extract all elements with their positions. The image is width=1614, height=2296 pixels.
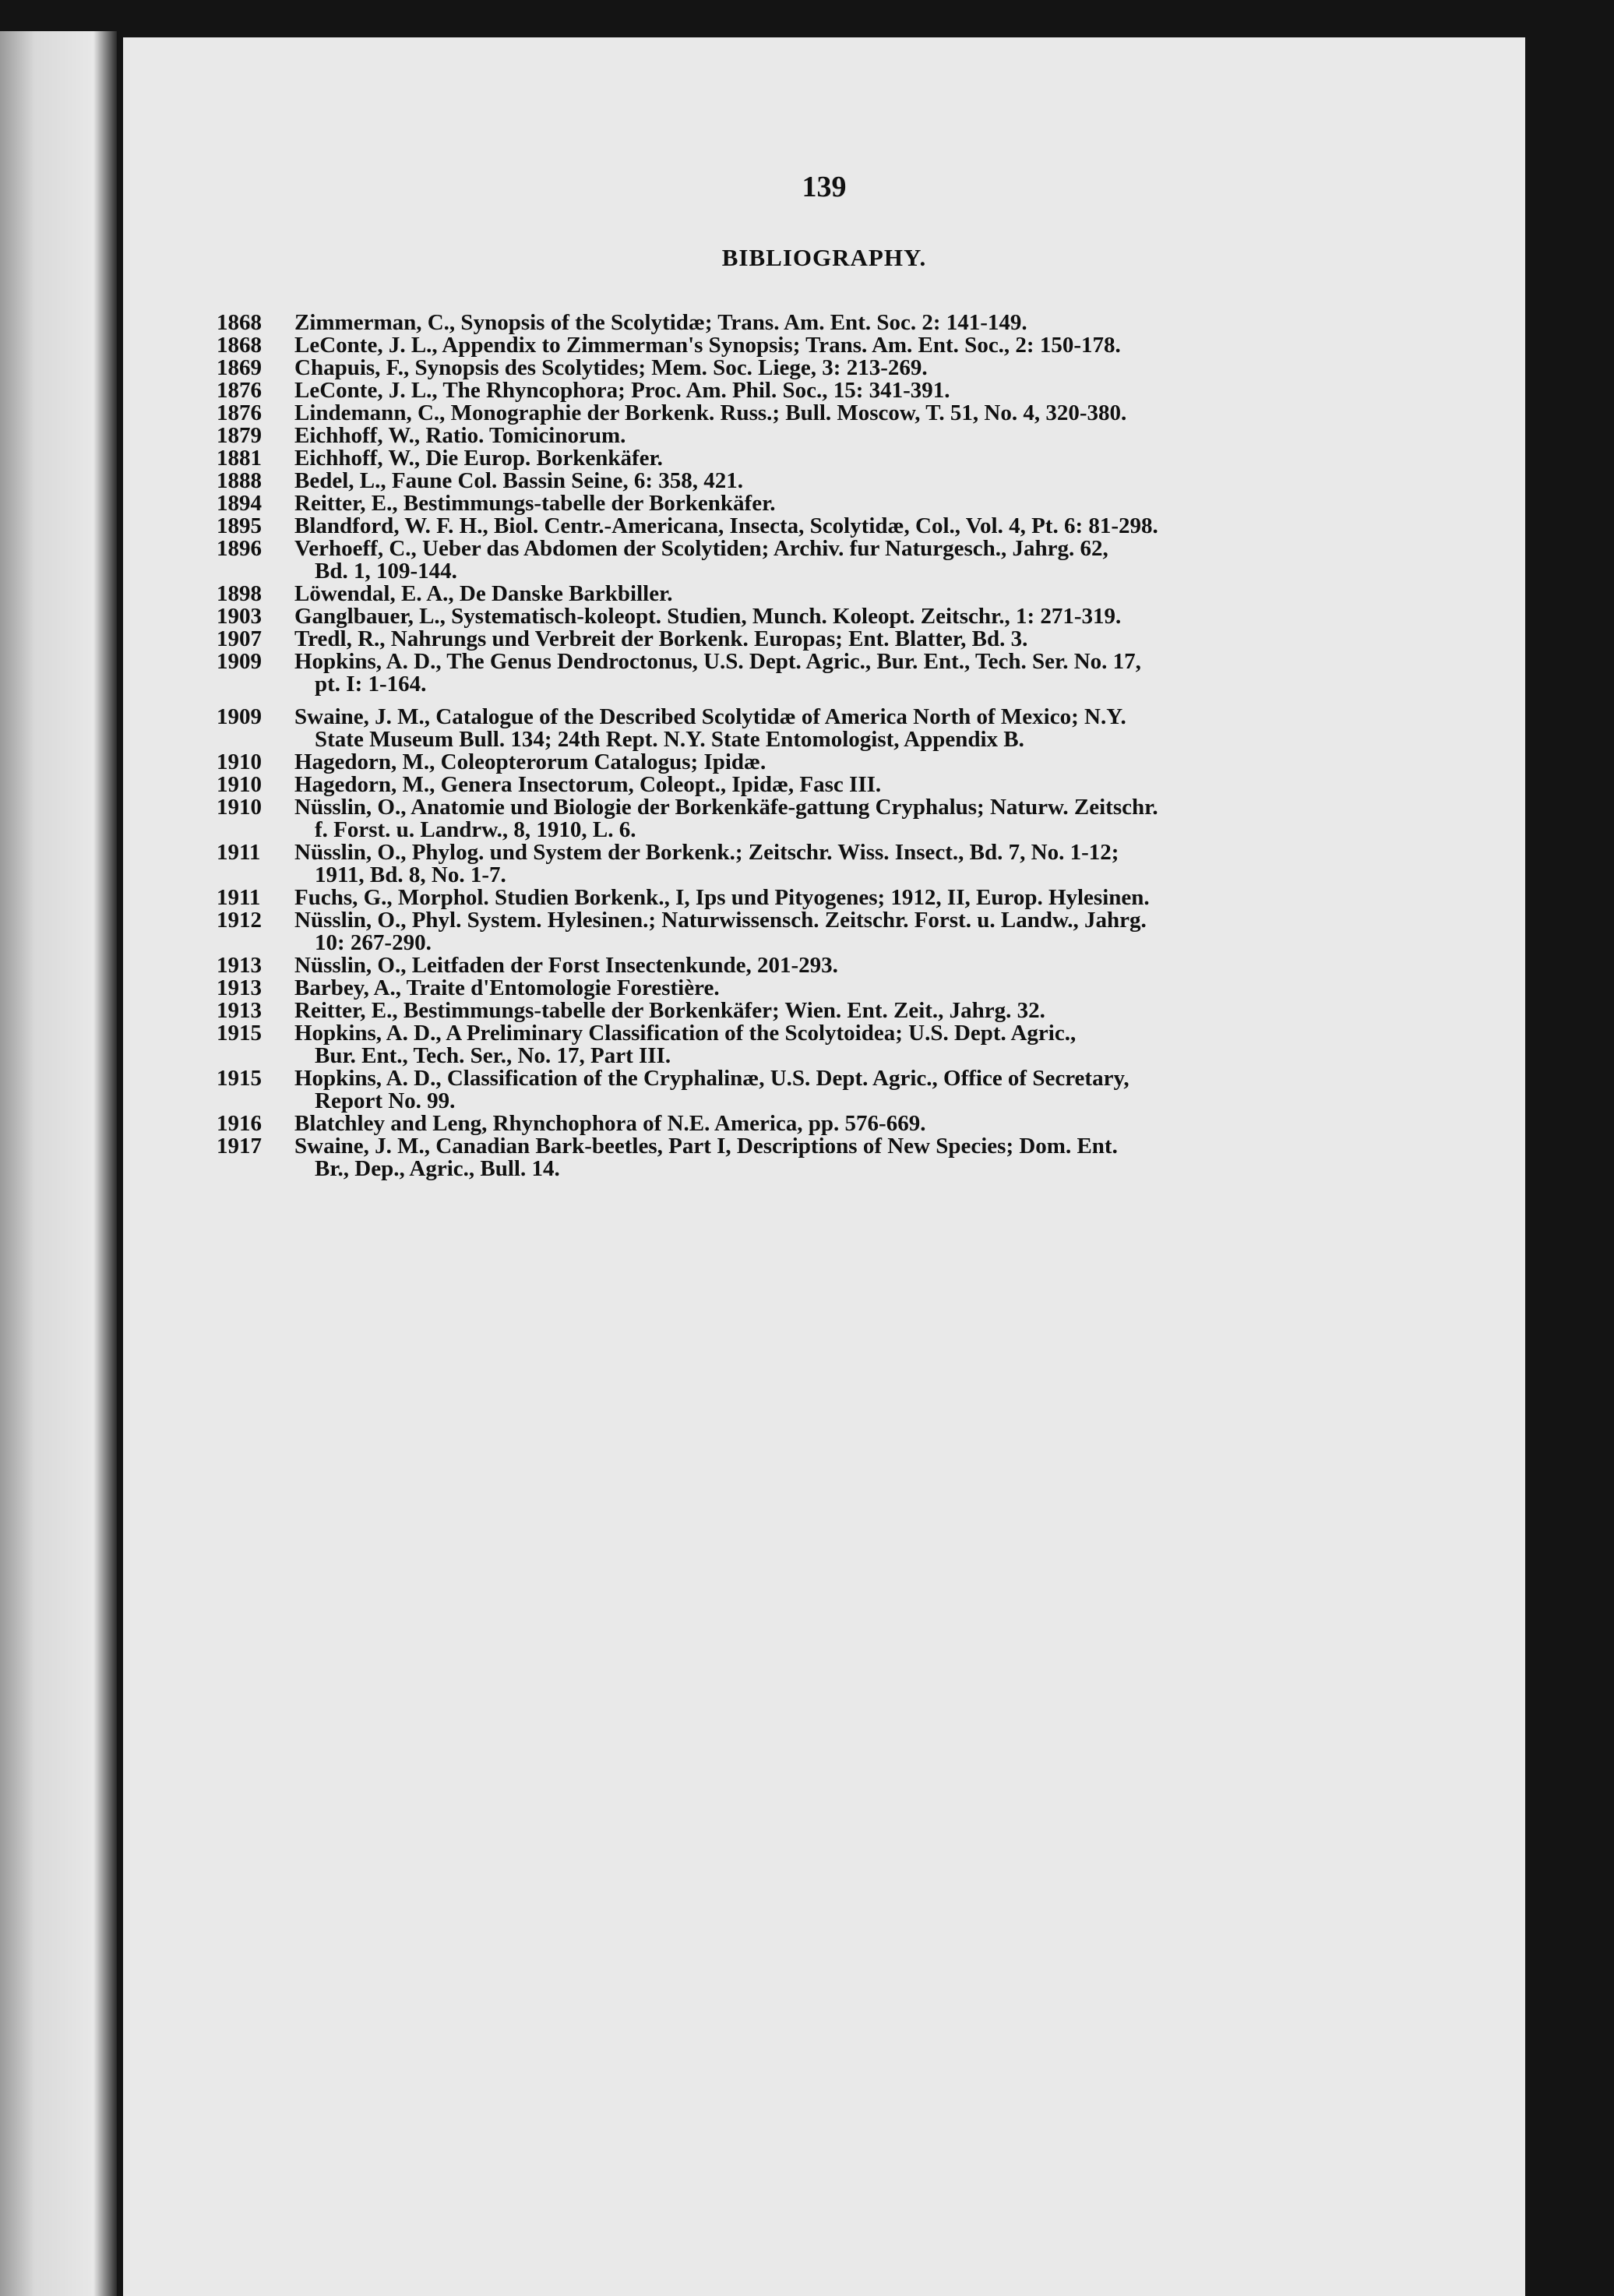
bibliography-entry [217, 605, 1486, 628]
entry-year: 1910 [217, 795, 262, 820]
bibliography-entry [217, 841, 1486, 887]
entry-continuation: 1911, Bd. 8, No. 1-7. [315, 862, 506, 887]
entry-text: Nüsslin, O., Phylog. und System der Borkenk.; Zeitschr. Wiss. Insect., Bd. 7, No. 1-12; [294, 840, 1119, 865]
entry-text: Hagedorn, M., Coleopterorum Catalogus; Ipidæ. [294, 749, 766, 774]
entry-year: 1915 [217, 1066, 262, 1091]
entry-text: Lindemann, C., Monographie der Borkenk. Russ.; Bull. Moscow, T. 51, No. 4, 320-380. [294, 400, 1127, 425]
bibliography-list [217, 312, 1486, 1180]
entry-citation [294, 706, 1486, 751]
entry-year: 1909 [217, 704, 262, 729]
entry-citation [294, 402, 1486, 425]
entry-year: 1876 [217, 378, 262, 403]
entry-year: 1903 [217, 604, 262, 629]
entry-text: Barbey, A., Traite d'Entomologie Forestière. [294, 975, 720, 1000]
bibliography-entry [217, 628, 1486, 651]
entry-citation [294, 470, 1486, 492]
adjacent-page-edge [0, 31, 117, 2296]
entry-text: Reitter, E., Bestimmungs-tabelle der Borkenkäfer; Wien. Ent. Zeit., Jahrg. 32. [294, 998, 1045, 1023]
bibliography-entry [217, 447, 1486, 470]
entry-text: Swaine, J. M., Canadian Bark-beetles, Part I, Descriptions of New Species; Dom. Ent. [294, 1134, 1118, 1159]
entry-year: 1907 [217, 626, 262, 651]
bibliography-entry [217, 515, 1486, 538]
entry-text: Blandford, W. F. H., Biol. Centr.-Americana, Insecta, Scolytidæ, Col., Vol. 4, Pt. 6: 81-298. [294, 513, 1158, 538]
entry-year: 1879 [217, 423, 262, 448]
entry-continuation: Bd. 1, 109-144. [315, 559, 457, 584]
entry-year: 1896 [217, 536, 262, 561]
bibliography-entry [217, 706, 1486, 751]
entry-year: 1910 [217, 749, 262, 774]
entry-citation [294, 583, 1486, 605]
bibliography-entry [217, 402, 1486, 425]
book-page [123, 37, 1525, 2296]
entry-year: 1898 [217, 581, 262, 606]
bibliography-entry [217, 909, 1486, 954]
entry-citation [294, 628, 1486, 651]
bibliography-entry [217, 379, 1486, 402]
entry-text: Hopkins, A. D., Classification of the Cryphalinæ, U.S. Dept. Agric., Office of Secretary, [294, 1066, 1129, 1091]
entry-text: Bedel, L., Faune Col. Bassin Seine, 6: 358, 421. [294, 468, 744, 493]
entry-year: 1913 [217, 975, 262, 1000]
entry-citation [294, 1022, 1486, 1067]
entry-text: Eichhoff, W., Ratio. Tomicinorum. [294, 423, 626, 448]
entry-text: Hagedorn, M., Genera Insectorum, Coleopt., Ipidæ, Fasc III. [294, 772, 882, 797]
entry-text: Nüsslin, O., Leitfaden der Forst Insectenkunde, 201-293. [294, 953, 838, 978]
entry-year: 1912 [217, 908, 262, 933]
bibliography-entry [217, 651, 1486, 696]
bibliography-entry [217, 1135, 1486, 1180]
bibliography-entry [217, 1022, 1486, 1067]
bibliography-entry [217, 583, 1486, 605]
entry-year: 1881 [217, 446, 262, 471]
bibliography-entry [217, 796, 1486, 841]
entry-year: 1876 [217, 400, 262, 425]
entry-citation [294, 977, 1486, 1000]
entry-continuation: pt. I: 1-164. [315, 672, 427, 697]
entry-continuation: Report No. 99. [315, 1088, 456, 1113]
entry-text: Chapuis, F., Synopsis des Scolytides; Mem. Soc. Liege, 3: 213-269. [294, 355, 928, 380]
entry-citation [294, 1067, 1486, 1113]
entry-text: LeConte, J. L., Appendix to Zimmerman's Synopsis; Trans. Am. Ent. Soc., 2: 150-178. [294, 333, 1121, 358]
entry-year: 1909 [217, 649, 262, 674]
entry-citation [294, 774, 1486, 796]
entry-year: 1868 [217, 310, 262, 335]
page-number: 139 [802, 171, 847, 203]
entry-citation [294, 954, 1486, 977]
entry-citation [294, 909, 1486, 954]
bibliography-entry [217, 334, 1486, 357]
entry-year: 1910 [217, 772, 262, 797]
entry-continuation: State Museum Bull. 134; 24th Rept. N.Y. State Entomologist, Appendix B. [315, 727, 1024, 752]
entry-citation [294, 796, 1486, 841]
entry-year: 1869 [217, 355, 262, 380]
entry-citation [294, 425, 1486, 447]
entry-text: Reitter, E., Bestimmungs-tabelle der Borkenkäfer. [294, 491, 776, 516]
entry-year: 1894 [217, 491, 262, 516]
bibliography-entry [217, 425, 1486, 447]
bibliography-entry [217, 774, 1486, 796]
bibliography-entry [217, 357, 1486, 379]
entry-text: Fuchs, G., Morphol. Studien Borkenk., I, Ips und Pityogenes; 1912, II, Europ. Hylesinen. [294, 885, 1150, 910]
entry-citation [294, 605, 1486, 628]
entry-text: Hopkins, A. D., The Genus Dendroctonus, U.S. Dept. Agric., Bur. Ent., Tech. Ser. No. 17, [294, 649, 1141, 674]
entry-year: 1888 [217, 468, 262, 493]
bibliography-entry [217, 1067, 1486, 1113]
entry-continuation: f. Forst. u. Landrw., 8, 1910, L. 6. [315, 817, 636, 842]
bibliography-entry [217, 1000, 1486, 1022]
entry-text: Ganglbauer, L., Systematisch-koleopt. Studien, Munch. Koleopt. Zeitschr., 1: 271-319. [294, 604, 1122, 629]
section-title: BIBLIOGRAPHY. [721, 244, 927, 271]
entry-citation [294, 651, 1486, 696]
entry-year: 1915 [217, 1021, 262, 1046]
entry-year: 1916 [217, 1111, 262, 1136]
entry-text: Zimmerman, C., Synopsis of the Scolytidæ; Trans. Am. Ent. Soc. 2: 141-149. [294, 310, 1027, 335]
entry-text: Tredl, R., Nahrungs und Verbreit der Borkenk. Europas; Ent. Blatter, Bd. 3. [294, 626, 1028, 651]
entry-year: 1911 [217, 840, 261, 865]
entry-text: Nüsslin, O., Phyl. System. Hylesinen.; Naturwissensch. Zeitschr. Forst. u. Landw., Jahrg. [294, 908, 1147, 933]
entry-year: 1895 [217, 513, 262, 538]
entry-text: Nüsslin, O., Anatomie und Biologie der Borkenkäfe-gattung Cryphalus; Naturw. Zeitschr. [294, 795, 1158, 820]
entry-citation [294, 1000, 1486, 1022]
bibliography-entry [217, 470, 1486, 492]
bibliography-entry [217, 887, 1486, 909]
bibliography-entry [217, 751, 1486, 774]
bibliography-entry [217, 1113, 1486, 1135]
entry-citation [294, 751, 1486, 774]
entry-citation [294, 1135, 1486, 1180]
bibliography-entry [217, 954, 1486, 977]
entry-text: LeConte, J. L., The Rhyncophora; Proc. Am. Phil. Soc., 15: 341-391. [294, 378, 950, 403]
entry-text: Swaine, J. M., Catalogue of the Described Scolytidæ of America North of Mexico; N.Y. [294, 704, 1126, 729]
entry-citation [294, 492, 1486, 515]
entry-text: Löwendal, E. A., De Danske Barkbiller. [294, 581, 673, 606]
entry-citation [294, 312, 1486, 334]
entry-text: Blatchley and Leng, Rhynchophora of N.E. America, pp. 576-669. [294, 1111, 926, 1136]
entry-text: Eichhoff, W., Die Europ. Borkenkäfer. [294, 446, 663, 471]
entry-citation [294, 447, 1486, 470]
entry-continuation: Bur. Ent., Tech. Ser., No. 17, Part III. [315, 1043, 671, 1068]
entry-year: 1913 [217, 953, 262, 978]
bibliography-entry [217, 312, 1486, 334]
entry-text: Verhoeff, C., Ueber das Abdomen der Scolytiden; Archiv. fur Naturgesch., Jahrg. 62, [294, 536, 1108, 561]
entry-citation [294, 515, 1486, 538]
entry-citation [294, 379, 1486, 402]
entry-citation [294, 1113, 1486, 1135]
bibliography-entry [217, 492, 1486, 515]
entry-text: Hopkins, A. D., A Preliminary Classification of the Scolytoidea; U.S. Dept. Agric., [294, 1021, 1077, 1046]
entry-citation [294, 841, 1486, 887]
entry-continuation: Br., Dep., Agric., Bull. 14. [315, 1156, 560, 1181]
entry-year: 1917 [217, 1134, 262, 1159]
entry-year: 1911 [217, 885, 261, 910]
entry-citation [294, 357, 1486, 379]
entry-citation [294, 334, 1486, 357]
entry-year: 1913 [217, 998, 262, 1023]
bibliography-entry [217, 977, 1486, 1000]
entry-citation [294, 538, 1486, 583]
entry-year: 1868 [217, 333, 262, 358]
entry-citation [294, 887, 1486, 909]
bibliography-entry [217, 538, 1486, 583]
entry-continuation: 10: 267-290. [315, 930, 432, 955]
